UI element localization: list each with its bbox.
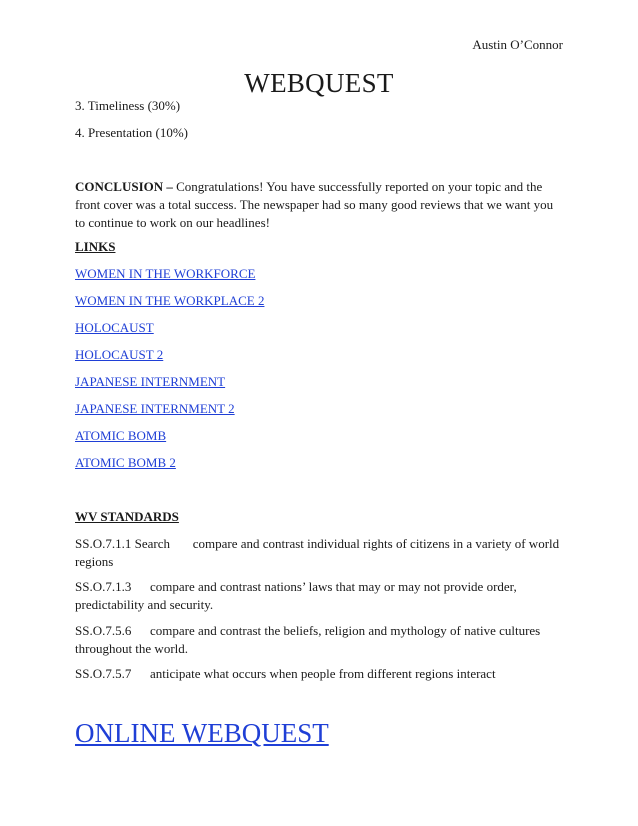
standards-heading: WV STANDARDS [75,509,179,524]
standard-code: SS.O.7.5.7 [75,666,132,681]
link-holocaust[interactable]: HOLOCAUST [75,320,154,335]
standard-text: compare and contrast the beliefs, religion and mythology of native cultures throughout the world. [75,623,541,656]
standard-code: SS.O.7.1.3 [75,579,132,594]
criteria-item-timeliness: 3. Timeliness (30%) [75,98,181,113]
standard-item [75,535,565,571]
conclusion-text: Congratulations! You have successfully reported on your topic and the front cover was a total success. The newspaper had so many good reviews that we want you to continue to work on our headlines! [75,179,554,230]
standard-item [75,622,565,658]
conclusion-paragraph [75,178,565,232]
link-holocaust-2[interactable]: HOLOCAUST 2 [75,347,164,362]
standard-item [75,665,565,683]
page-title: WEBQUEST [244,68,394,98]
link-atomic-bomb-2[interactable]: ATOMIC BOMB 2 [75,455,176,470]
link-women-in-the-workplace-2[interactable]: WOMEN IN THE WORKPLACE 2 [75,293,265,308]
standard-text: compare and contrast nations’ laws that may or may not provide order, predictability and security. [75,579,517,612]
standard-text: anticipate what occurs when people from different regions interact [150,666,496,681]
link-atomic-bomb[interactable]: ATOMIC BOMB [75,428,167,443]
standard-code: SS.O.7.5.6 [75,623,132,638]
standard-code: SS.O.7.1.1 Search [75,536,170,551]
standard-item [75,578,565,614]
link-women-in-the-workforce[interactable]: WOMEN IN THE WORKFORCE [75,266,256,281]
link-japanese-internment-2[interactable]: JAPANESE INTERNMENT 2 [75,401,235,416]
link-japanese-internment[interactable]: JAPANESE INTERNMENT [75,374,226,389]
links-heading: LINKS [75,239,116,254]
author-name: Austin O’Connor [472,37,563,52]
standard-text: compare and contrast individual rights of citizens in a variety of world regions [75,536,560,569]
criteria-item-presentation: 4. Presentation (10%) [75,125,189,140]
online-webquest-link[interactable]: ONLINE WEBQUEST [75,718,329,748]
conclusion-label: CONCLUSION – [75,179,173,194]
